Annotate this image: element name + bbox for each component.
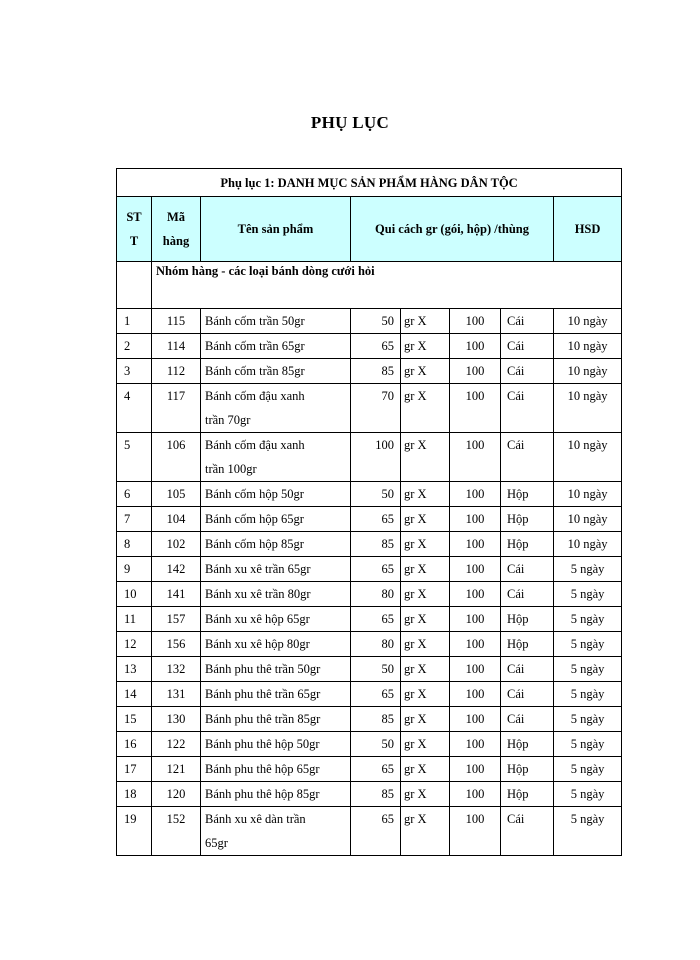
cell-quantity: 100 [450,334,501,359]
cell-unit: gr X [401,433,450,482]
cell-code: 106 [152,433,201,482]
cell-stt: 11 [117,607,152,632]
cell-hsd: 5 ngày [554,682,622,707]
cell-hsd: 5 ngày [554,707,622,732]
cell-unit: gr X [401,707,450,732]
product-name-line1: Bánh cốm hộp 85gr [205,537,304,551]
table-row [117,757,622,782]
cell-weight: 65 [351,334,401,359]
cell-quantity: 100 [450,807,501,856]
cell-code: 112 [152,359,201,384]
cell-code: 141 [152,582,201,607]
cell-product-name [201,532,351,557]
cell-hsd: 5 ngày [554,757,622,782]
cell-quantity: 100 [450,632,501,657]
cell-product-name [201,482,351,507]
cell-unit: gr X [401,732,450,757]
cell-package: Cái [501,582,554,607]
cell-quantity: 100 [450,532,501,557]
cell-package: Cái [501,384,554,433]
cell-product-name [201,384,351,433]
table-row [117,657,622,682]
cell-quantity: 100 [450,657,501,682]
cell-stt: 12 [117,632,152,657]
cell-product-name [201,632,351,657]
product-name-line1: Bánh cốm trần 85gr [205,364,305,378]
cell-weight: 65 [351,557,401,582]
cell-weight: 50 [351,732,401,757]
header-stt [117,197,152,262]
product-name-line1: Bánh phu thê trần 65gr [205,687,321,701]
cell-unit: gr X [401,359,450,384]
cell-product-name [201,433,351,482]
cell-weight: 85 [351,782,401,807]
product-name-line2: trần 70gr [205,413,251,427]
table-row [117,707,622,732]
cell-stt: 18 [117,782,152,807]
product-name-line1: Bánh phu thê trần 85gr [205,712,321,726]
cell-package: Cái [501,433,554,482]
cell-package: Cái [501,334,554,359]
cell-unit: gr X [401,557,450,582]
cell-code: 122 [152,732,201,757]
cell-quantity: 100 [450,507,501,532]
cell-unit: gr X [401,507,450,532]
table-row [117,309,622,334]
cell-package: Hộp [501,757,554,782]
cell-product-name [201,657,351,682]
table-row [117,732,622,757]
table-row [117,557,622,582]
cell-product-name [201,682,351,707]
cell-code: 142 [152,557,201,582]
cell-code: 157 [152,607,201,632]
cell-quantity: 100 [450,732,501,757]
cell-code: 152 [152,807,201,856]
cell-hsd: 10 ngày [554,359,622,384]
cell-stt: 5 [117,433,152,482]
cell-code: 115 [152,309,201,334]
cell-unit: gr X [401,657,450,682]
header-spec: Qui cách gr (gói, hộp) /thùng [351,197,554,262]
cell-quantity: 100 [450,557,501,582]
cell-unit: gr X [401,582,450,607]
cell-hsd: 10 ngày [554,309,622,334]
product-name-line1: Bánh cốm đậu xanh [205,438,305,452]
cell-unit: gr X [401,782,450,807]
cell-product-name [201,757,351,782]
product-name-line1: Bánh phu thê trần 50gr [205,662,321,676]
table-row [117,607,622,632]
product-name-line1: Bánh cốm trần 50gr [205,314,305,328]
product-name-line1: Bánh phu thê hộp 50gr [205,737,320,751]
product-name-line1: Bánh xu xê dàn trần [205,812,306,826]
cell-stt: 13 [117,657,152,682]
header-code [152,197,201,262]
cell-package: Hộp [501,532,554,557]
product-name-line2: 65gr [205,836,228,850]
cell-unit: gr X [401,309,450,334]
cell-code: 104 [152,507,201,532]
cell-hsd: 5 ngày [554,657,622,682]
cell-unit: gr X [401,757,450,782]
header-code-line1: Mã [166,210,186,224]
cell-hsd: 10 ngày [554,482,622,507]
product-name-line1: Bánh xu xê hộp 80gr [205,637,310,651]
cell-weight: 65 [351,807,401,856]
group-label: Nhóm hàng - các loại bánh dòng cưới hỏi [152,262,622,309]
cell-product-name [201,607,351,632]
header-stt-line1: ST [126,210,142,224]
cell-quantity: 100 [450,682,501,707]
cell-product-name [201,309,351,334]
cell-quantity: 100 [450,384,501,433]
cell-package: Hộp [501,632,554,657]
table-row [117,433,622,482]
table-row [117,384,622,433]
cell-weight: 50 [351,482,401,507]
cell-product-name [201,707,351,732]
cell-hsd: 10 ngày [554,532,622,557]
cell-package: Cái [501,657,554,682]
table-row [117,582,622,607]
product-name-line1: Bánh xu xê trần 80gr [205,587,311,601]
cell-weight: 80 [351,582,401,607]
cell-hsd: 5 ngày [554,607,622,632]
cell-hsd: 5 ngày [554,632,622,657]
cell-hsd: 10 ngày [554,384,622,433]
cell-package: Cái [501,682,554,707]
product-name-line1: Bánh cốm hộp 50gr [205,487,304,501]
table-row [117,482,622,507]
cell-weight: 85 [351,532,401,557]
cell-stt: 8 [117,532,152,557]
header-row [117,197,622,262]
cell-product-name [201,807,351,856]
cell-code: 114 [152,334,201,359]
cell-package: Hộp [501,507,554,532]
cell-weight: 50 [351,657,401,682]
cell-quantity: 100 [450,757,501,782]
cell-hsd: 10 ngày [554,334,622,359]
cell-unit: gr X [401,334,450,359]
cell-product-name [201,582,351,607]
cell-product-name [201,732,351,757]
product-name-line1: Bánh cốm hộp 65gr [205,512,304,526]
cell-weight: 100 [351,433,401,482]
cell-stt: 2 [117,334,152,359]
cell-package: Cái [501,807,554,856]
cell-unit: gr X [401,532,450,557]
cell-unit: gr X [401,607,450,632]
cell-package: Hộp [501,482,554,507]
cell-weight: 70 [351,384,401,433]
cell-quantity: 100 [450,582,501,607]
header-code-line2: hàng [162,234,190,248]
cell-package: Cái [501,557,554,582]
product-name-line2: trần 100gr [205,462,257,476]
table-row [117,334,622,359]
table-row [117,682,622,707]
cell-unit: gr X [401,632,450,657]
cell-code: 131 [152,682,201,707]
cell-stt: 9 [117,557,152,582]
cell-weight: 85 [351,359,401,384]
cell-weight: 65 [351,507,401,532]
cell-stt: 4 [117,384,152,433]
cell-product-name [201,334,351,359]
cell-stt: 10 [117,582,152,607]
cell-unit: gr X [401,482,450,507]
cell-code: 156 [152,632,201,657]
cell-stt: 6 [117,482,152,507]
product-name-line1: Bánh cốm trần 65gr [205,339,305,353]
cell-hsd: 10 ngày [554,507,622,532]
cell-product-name [201,557,351,582]
cell-product-name [201,359,351,384]
cell-unit: gr X [401,384,450,433]
header-hsd: HSD [554,197,622,262]
cell-package: Hộp [501,782,554,807]
cell-hsd: 5 ngày [554,807,622,856]
cell-quantity: 100 [450,359,501,384]
cell-unit: gr X [401,807,450,856]
page-title: PHỤ LỤC [310,113,390,132]
cell-package: Hộp [501,732,554,757]
cell-code: 130 [152,707,201,732]
table-row [117,359,622,384]
cell-code: 132 [152,657,201,682]
product-name-line1: Bánh phu thê hộp 85gr [205,787,320,801]
cell-quantity: 100 [450,309,501,334]
cell-quantity: 100 [450,482,501,507]
product-name-line1: Bánh xu xê trần 65gr [205,562,311,576]
cell-hsd: 5 ngày [554,782,622,807]
cell-weight: 65 [351,607,401,632]
cell-package: Cái [501,707,554,732]
product-name-line1: Bánh phu thê hộp 65gr [205,762,320,776]
cell-weight: 65 [351,682,401,707]
table-row [117,807,622,856]
cell-product-name [201,507,351,532]
cell-stt: 1 [117,309,152,334]
header-stt-line2: T [129,234,139,248]
cell-quantity: 100 [450,607,501,632]
cell-quantity: 100 [450,782,501,807]
product-table [116,168,622,856]
table-row [117,507,622,532]
group-row-blank [117,262,152,309]
cell-package: Hộp [501,607,554,632]
cell-hsd: 5 ngày [554,557,622,582]
cell-unit: gr X [401,682,450,707]
header-product-name: Tên sản phẩm [201,197,351,262]
table-row [117,632,622,657]
cell-stt: 14 [117,682,152,707]
table-row [117,532,622,557]
cell-package: Cái [501,309,554,334]
cell-stt: 7 [117,507,152,532]
cell-hsd: 5 ngày [554,732,622,757]
cell-weight: 65 [351,757,401,782]
cell-code: 121 [152,757,201,782]
product-name-line1: Bánh xu xê hộp 65gr [205,612,310,626]
cell-product-name [201,782,351,807]
cell-stt: 17 [117,757,152,782]
cell-weight: 85 [351,707,401,732]
cell-weight: 50 [351,309,401,334]
cell-stt: 16 [117,732,152,757]
table-caption: Phụ lục 1: DANH MỤC SẢN PHẨM HÀNG DÂN TỘC [117,169,622,197]
cell-code: 117 [152,384,201,433]
cell-quantity: 100 [450,433,501,482]
cell-stt: 3 [117,359,152,384]
product-name-line1: Bánh cốm đậu xanh [205,389,305,403]
cell-stt: 15 [117,707,152,732]
group-row [117,262,622,309]
cell-package: Cái [501,359,554,384]
cell-quantity: 100 [450,707,501,732]
cell-stt: 19 [117,807,152,856]
cell-code: 105 [152,482,201,507]
cell-hsd: 10 ngày [554,433,622,482]
cell-code: 120 [152,782,201,807]
cell-code: 102 [152,532,201,557]
cell-hsd: 5 ngày [554,582,622,607]
table-row [117,782,622,807]
cell-weight: 80 [351,632,401,657]
